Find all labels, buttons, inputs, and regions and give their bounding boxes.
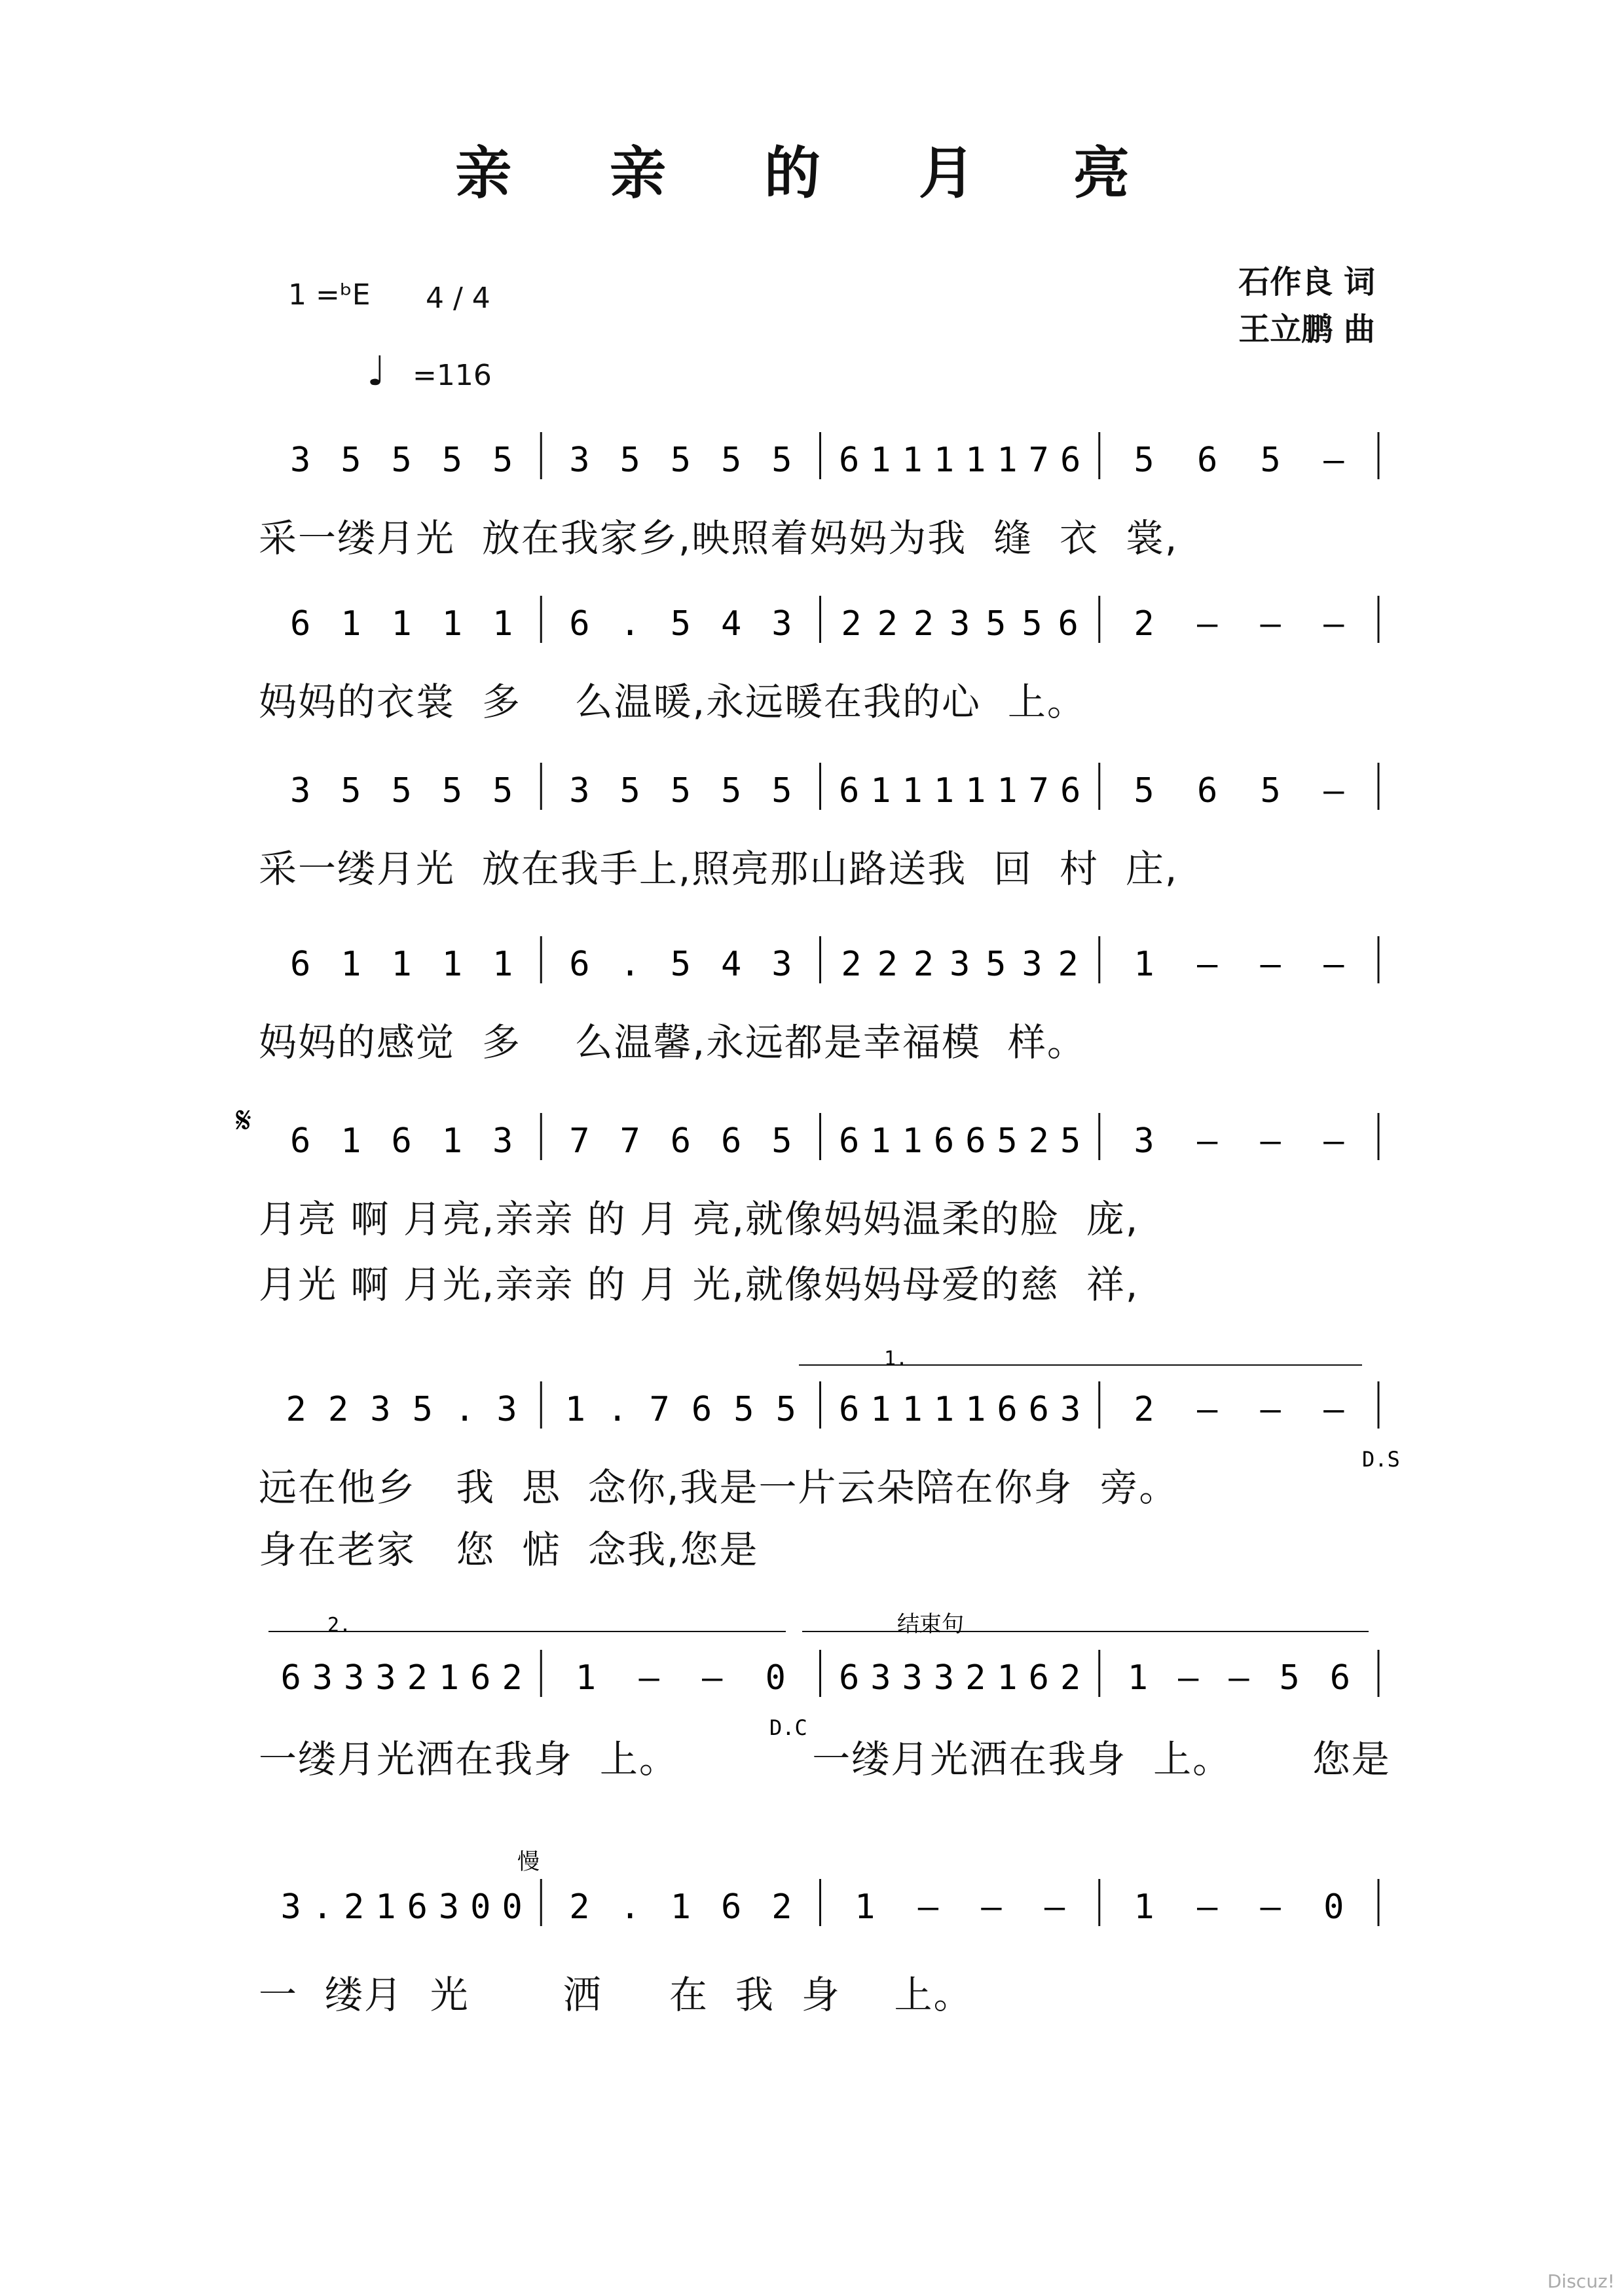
note: 5 <box>492 441 513 480</box>
note: . <box>619 604 640 644</box>
note: 2 <box>877 604 898 644</box>
note: 6 <box>1196 441 1218 480</box>
note: 6 <box>691 1390 712 1429</box>
note: 5 <box>986 945 1006 984</box>
note: 1 <box>441 945 463 984</box>
note: – <box>1228 1658 1249 1698</box>
note: 5 <box>341 771 361 811</box>
note: 5 <box>986 604 1006 644</box>
note: 1 <box>341 604 361 644</box>
note: 1 <box>492 604 513 644</box>
note: 6 <box>720 1887 742 1927</box>
note: 5 <box>1134 441 1154 480</box>
note: 2 <box>1058 945 1079 984</box>
note: 6 <box>838 1658 860 1698</box>
note: 1 <box>341 945 361 984</box>
note: 3 <box>771 945 792 984</box>
note: 0 <box>1323 1887 1344 1927</box>
note: – <box>1196 1887 1218 1927</box>
note: 7 <box>569 1121 590 1161</box>
note: – <box>1196 1121 1218 1161</box>
note: – <box>1260 604 1281 644</box>
note: – <box>638 1658 659 1698</box>
song-title: 亲 亲 的 月 亮 <box>455 140 1169 206</box>
note: 3 <box>1060 1390 1081 1429</box>
note: 2 <box>502 1658 523 1698</box>
ds-mark: D.S <box>1362 1447 1400 1472</box>
lyric-line: 一 缕月 光 洒 在 我 身 上。 <box>259 1973 973 2017</box>
note: 3 <box>496 1390 517 1429</box>
note: 3 <box>949 604 970 644</box>
note: 3 <box>870 1658 891 1698</box>
note: 6 <box>289 945 311 984</box>
note: 7 <box>649 1390 670 1429</box>
note: 1 <box>341 1121 361 1161</box>
note: . <box>619 945 640 984</box>
note: 1 <box>870 771 891 811</box>
note: 6 <box>838 1390 860 1429</box>
note: 1 <box>438 1658 460 1698</box>
key-signature: 1 =ᵇE <box>288 278 371 312</box>
note: 1 <box>870 1390 891 1429</box>
note: 3 <box>280 1887 301 1927</box>
note: 5 <box>441 771 463 811</box>
note: 5 <box>1134 771 1154 811</box>
note: 6 <box>1028 1390 1049 1429</box>
lyric-line: 月光 啊 月光,亲亲 的 月 光,就像妈妈母爱的慈 祥, <box>259 1262 1139 1307</box>
note: 2 <box>1028 1121 1049 1161</box>
note: 7 <box>1028 771 1049 811</box>
note: 2 <box>965 1658 986 1698</box>
note: 5 <box>391 771 412 811</box>
note: 1 <box>391 945 412 984</box>
note: 3 <box>569 441 590 480</box>
note: – <box>1260 945 1281 984</box>
note: 6 <box>1060 441 1081 480</box>
note: 5 <box>1260 441 1281 480</box>
lyric-line: 采一缕月光 放在我手上,照亮那山路送我 回 村 庄, <box>259 847 1179 891</box>
note: 6 <box>838 441 860 480</box>
note: 1 <box>391 604 412 644</box>
note: 1 <box>965 1390 986 1429</box>
note: – <box>981 1887 1002 1927</box>
note: 1 <box>965 771 986 811</box>
note: 5 <box>720 441 742 480</box>
note: 6 <box>407 1887 428 1927</box>
tempo: =116 <box>413 359 492 392</box>
note: . <box>454 1390 475 1429</box>
note: 5 <box>670 945 692 984</box>
note: 1 <box>933 441 955 480</box>
note: 5 <box>492 771 513 811</box>
composer: 王立鹏 曲 <box>1238 311 1375 348</box>
note: 1 <box>564 1390 586 1429</box>
note: 1 <box>902 1390 923 1429</box>
note: 6 <box>838 1121 860 1161</box>
note: 3 <box>1134 1121 1154 1161</box>
note: – <box>1323 945 1344 984</box>
note: 5 <box>771 771 792 811</box>
note: 4 <box>720 945 742 984</box>
note: 1 <box>1127 1658 1149 1698</box>
note: 2 <box>327 1390 349 1429</box>
note: . <box>607 1390 628 1429</box>
dc-mark: D.C <box>769 1715 807 1740</box>
note: 0 <box>765 1658 786 1698</box>
note: 1 <box>575 1658 597 1698</box>
note: 7 <box>619 1121 640 1161</box>
note: 5 <box>1022 604 1043 644</box>
note: 0 <box>502 1887 523 1927</box>
note: 3 <box>771 604 792 644</box>
note: 2 <box>877 945 898 984</box>
note: 1 <box>902 441 923 480</box>
lyric-line: 妈妈的感觉 多 么温馨,永远都是幸福模 样。 <box>259 1020 1086 1065</box>
note: – <box>1196 945 1218 984</box>
note: 5 <box>670 441 692 480</box>
note: 1 <box>902 771 923 811</box>
note: – <box>1196 604 1218 644</box>
note: 5 <box>720 771 742 811</box>
note: 1 <box>855 1887 876 1927</box>
note: – <box>1260 1121 1281 1161</box>
note: 6 <box>1058 604 1079 644</box>
note: 1 <box>997 441 1018 480</box>
note: 5 <box>441 441 463 480</box>
note: 3 <box>289 771 311 811</box>
tempo-slow-mark: 慢 <box>517 1849 540 1875</box>
volta-1: 1. <box>884 1347 908 1370</box>
note: 6 <box>1329 1658 1351 1698</box>
note: 5 <box>1060 1121 1081 1161</box>
note: 6 <box>569 604 590 644</box>
note: 6 <box>470 1658 491 1698</box>
note: – <box>1196 1390 1218 1429</box>
note: 1 <box>1134 1887 1154 1927</box>
note: 5 <box>670 604 692 644</box>
note: 2 <box>569 1887 590 1927</box>
note: 1 <box>870 1121 891 1161</box>
note: 5 <box>341 441 361 480</box>
note: 5 <box>775 1390 796 1429</box>
note: 3 <box>370 1390 391 1429</box>
note: 2 <box>407 1658 428 1698</box>
note: 1 <box>933 771 955 811</box>
note: – <box>1177 1658 1199 1698</box>
note: 3 <box>312 1658 333 1698</box>
note: 2 <box>771 1887 792 1927</box>
watermark: Discuz! <box>1547 2270 1615 2292</box>
note: 3 <box>289 441 311 480</box>
note: 6 <box>289 1121 311 1161</box>
note: 3 <box>492 1121 513 1161</box>
note: 3 <box>344 1658 365 1698</box>
lyric-line: 采一缕月光 放在我家乡,映照着妈妈为我 缝 衣 裳, <box>259 516 1179 560</box>
note: 1 <box>965 441 986 480</box>
note: 2 <box>913 945 934 984</box>
ending-label: 结束句 <box>897 1611 964 1637</box>
note: 5 <box>1279 1658 1300 1698</box>
lyric-line: 月亮 啊 月亮,亲亲 的 月 亮,就像妈妈温柔的脸 庞, <box>259 1197 1139 1241</box>
note: – <box>1323 604 1344 644</box>
note: – <box>1323 1121 1344 1161</box>
note: 5 <box>619 771 640 811</box>
note: 6 <box>838 771 860 811</box>
note: 1 <box>375 1887 396 1927</box>
note: 6 <box>1196 771 1218 811</box>
note: 6 <box>289 604 311 644</box>
note: 6 <box>965 1121 986 1161</box>
note: – <box>1044 1887 1065 1927</box>
note: 5 <box>771 1121 792 1161</box>
note: 6 <box>1028 1658 1049 1698</box>
note: . <box>619 1887 640 1927</box>
note: – <box>1260 1887 1281 1927</box>
note: 2 <box>841 604 862 644</box>
note: 2 <box>913 604 934 644</box>
volta-2: 2. <box>327 1614 352 1637</box>
note: 6 <box>670 1121 692 1161</box>
note: 5 <box>670 771 692 811</box>
note: 1 <box>902 1121 923 1161</box>
note: – <box>1260 1390 1281 1429</box>
note: 5 <box>1260 771 1281 811</box>
note: 2 <box>841 945 862 984</box>
note: 1 <box>870 441 891 480</box>
note: 1 <box>933 1390 955 1429</box>
note: 3 <box>902 1658 923 1698</box>
note: 3 <box>933 1658 955 1698</box>
note: 5 <box>412 1390 433 1429</box>
note: 6 <box>569 945 590 984</box>
note: . <box>312 1887 333 1927</box>
segno-mark: 𝄋 <box>236 1099 252 1142</box>
lyric-line: 远在他乡 我 思 念你,我是一片云朵陪在你身 旁。 <box>259 1465 1179 1510</box>
note: 1 <box>441 604 463 644</box>
note: 5 <box>733 1390 754 1429</box>
note: 5 <box>619 441 640 480</box>
note: – <box>917 1887 938 1927</box>
note: – <box>702 1658 723 1698</box>
note: 3 <box>949 945 970 984</box>
lyric-line: 妈妈的衣裳 多 么温暖,永远暖在我的心 上。 <box>259 680 1086 724</box>
note: 1 <box>997 1658 1018 1698</box>
note: 2 <box>286 1390 306 1429</box>
lyricist: 石作良 词 <box>1238 264 1375 301</box>
note: 6 <box>997 1390 1018 1429</box>
note: – <box>1323 441 1344 480</box>
note: 1 <box>1134 945 1154 984</box>
note: 2 <box>1134 1390 1154 1429</box>
note: – <box>1323 1390 1344 1429</box>
note: 3 <box>1022 945 1043 984</box>
note: 1 <box>997 771 1018 811</box>
note: 2 <box>1134 604 1154 644</box>
note: 6 <box>391 1121 412 1161</box>
note: 3 <box>375 1658 396 1698</box>
note: 5 <box>391 441 412 480</box>
note: 6 <box>933 1121 955 1161</box>
note: 2 <box>1060 1658 1081 1698</box>
note: 1 <box>492 945 513 984</box>
lyric-line: 一缕月光洒在我身 上。 一缕月光洒在我身 上。 您是 <box>259 1737 1391 1781</box>
note: 4 <box>720 604 742 644</box>
note: 3 <box>438 1887 460 1927</box>
note: 7 <box>1028 441 1049 480</box>
quarter-note-icon: ♩ <box>367 347 386 395</box>
note: 5 <box>771 441 792 480</box>
note: 3 <box>569 771 590 811</box>
note: 6 <box>1060 771 1081 811</box>
note: 5 <box>997 1121 1018 1161</box>
time-signature: 4 / 4 <box>426 282 490 315</box>
note: 1 <box>441 1121 463 1161</box>
note: – <box>1323 771 1344 811</box>
lyric-line: 身在老家 您 惦 念我,您是 <box>259 1527 759 1572</box>
note: 6 <box>280 1658 301 1698</box>
note: 6 <box>720 1121 742 1161</box>
note: 0 <box>470 1887 491 1927</box>
note: 1 <box>670 1887 692 1927</box>
note: 2 <box>344 1887 365 1927</box>
